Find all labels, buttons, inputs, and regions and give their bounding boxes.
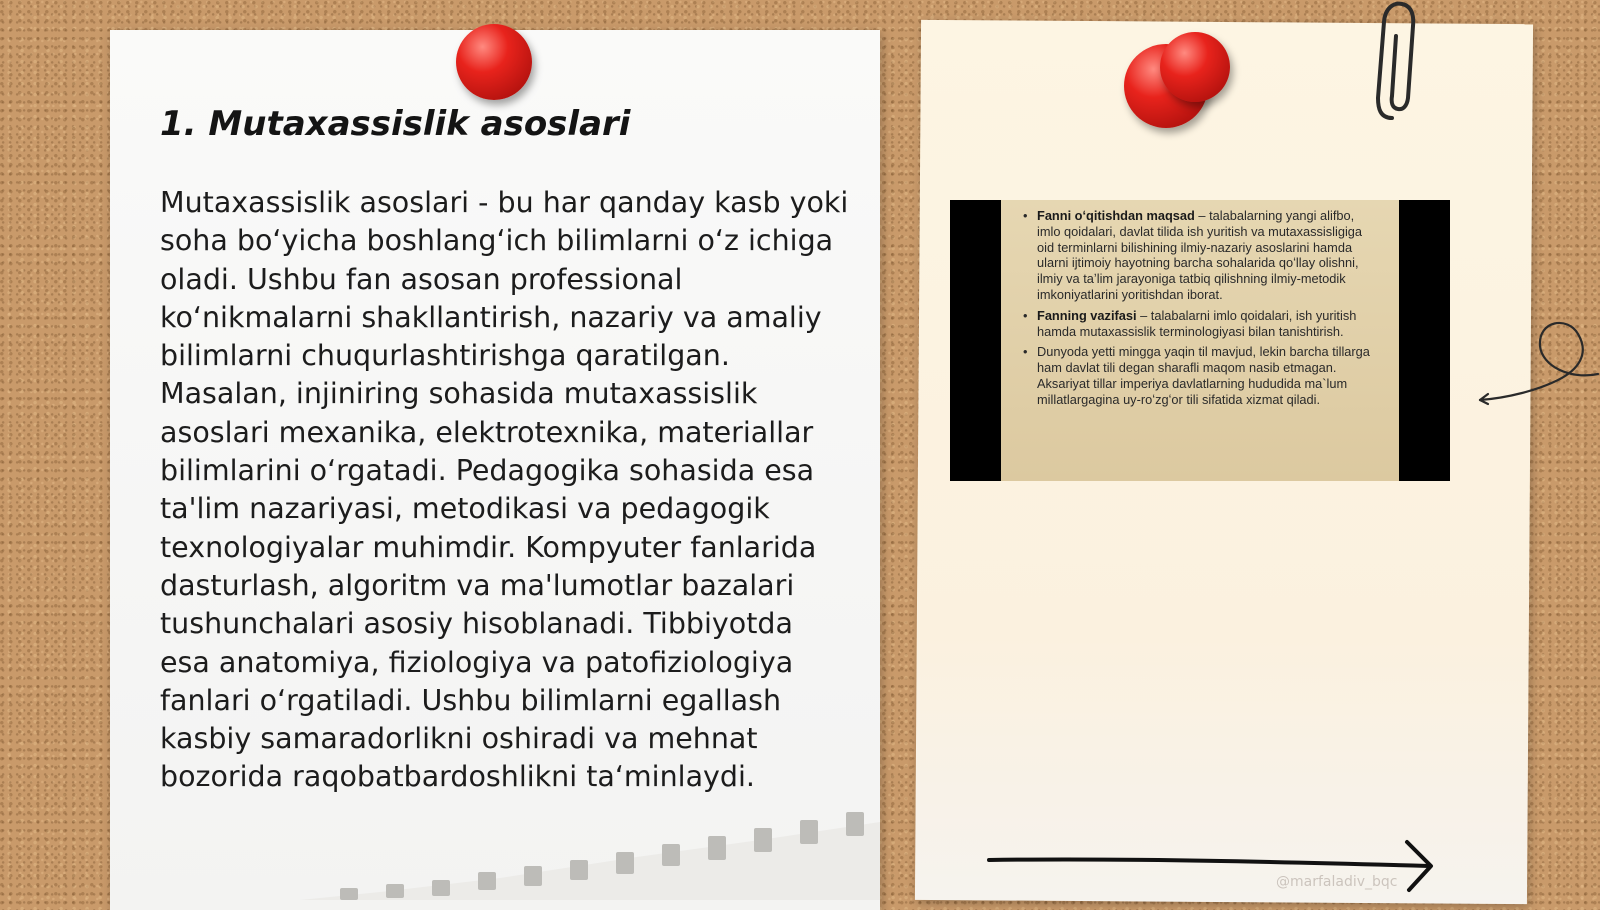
push-pin-icon bbox=[1160, 32, 1230, 102]
watermark-text: @marfaladiv_bqc bbox=[1276, 874, 1398, 890]
bullet-text: – talabalarning yangi alifbo, imlo qoidalari, davlat tilida ish yuritish va mutaxassisligiga oid terminlarni bilishining ilmiy-nazariy asoslarini hamda ularni ijtimoiy hayotning barcha sohalarida qoʻllay olishni, ilmiy va taʼlim jarayoniga tatbiq qilishning ilmiy-metodik imkoniyatlarini yoritishdan iborat. bbox=[1037, 208, 1363, 302]
torn-paper-strip bbox=[300, 800, 880, 900]
embedded-bullet-list bbox=[1023, 208, 1381, 408]
list-item bbox=[1037, 208, 1381, 303]
list-item bbox=[1037, 344, 1381, 407]
page-title: 1. Mutaxassislik asoslari bbox=[160, 104, 631, 144]
bullet-text: – talabalarni imlo qoidalari, ish yuritish hamda mutaxassislik terminologiyasi bilan tanishtirish. bbox=[1037, 307, 1357, 339]
bullet-term: Fanning vazifasi bbox=[1037, 307, 1137, 323]
embedded-slide-content bbox=[1001, 200, 1399, 481]
list-item bbox=[1037, 308, 1381, 340]
bullet-term: Fanni oʻqitishdan maqsad bbox=[1037, 208, 1195, 223]
bullet-text: Dunyoda yetti mingga yaqin til mavjud, lekin barcha tillarga ham davlat tili degan sharafli maqom nasib etmagan. Aksariyat tillar imperiya davlatlarning hududida ma`lum millatlargagina uy-roʻzgʻor tili sifatida xizmat qiladi. bbox=[1037, 344, 1370, 407]
string-doodle-icon bbox=[1478, 310, 1600, 410]
embedded-slide-image bbox=[950, 200, 1450, 481]
body-paragraph: Mutaxassislik asoslari - bu har qanday kasb yoki soha boʻyicha boshlangʻich bilimlarni oʻz ichiga oladi. Ushbu fan asosan professional koʻnikmalarni shakllantirish, nazariy va amaliy bilimlarni chuqurlashtirishga qaratilgan. Masalan, injiniring sohasida mutaxassislik asoslari mexanika, elektrotexnika, materiallar bilimlarini oʻrgatadi. Pedagogika sohasida esa ta'lim nazariyasi, metodikasi va pedagogik texnologiyalar muhimdir. Kompyuter fanlarida dasturlash, algoritm va ma'lumotlar bazalari tushunchalari asosiy hisoblanadi. Tibbiyotda esa anatomiya, fiziologiya va patofiziologiya fanlari oʻrgatiladi. Ushbu bilimlarni egallash kasbiy samaradorlikni oshiradi va mehnat bozorida raqobatbardoshlikni taʻminlaydi. bbox=[160, 186, 849, 794]
push-pin-icon bbox=[456, 24, 532, 100]
paperclip-icon bbox=[1370, 0, 1430, 130]
